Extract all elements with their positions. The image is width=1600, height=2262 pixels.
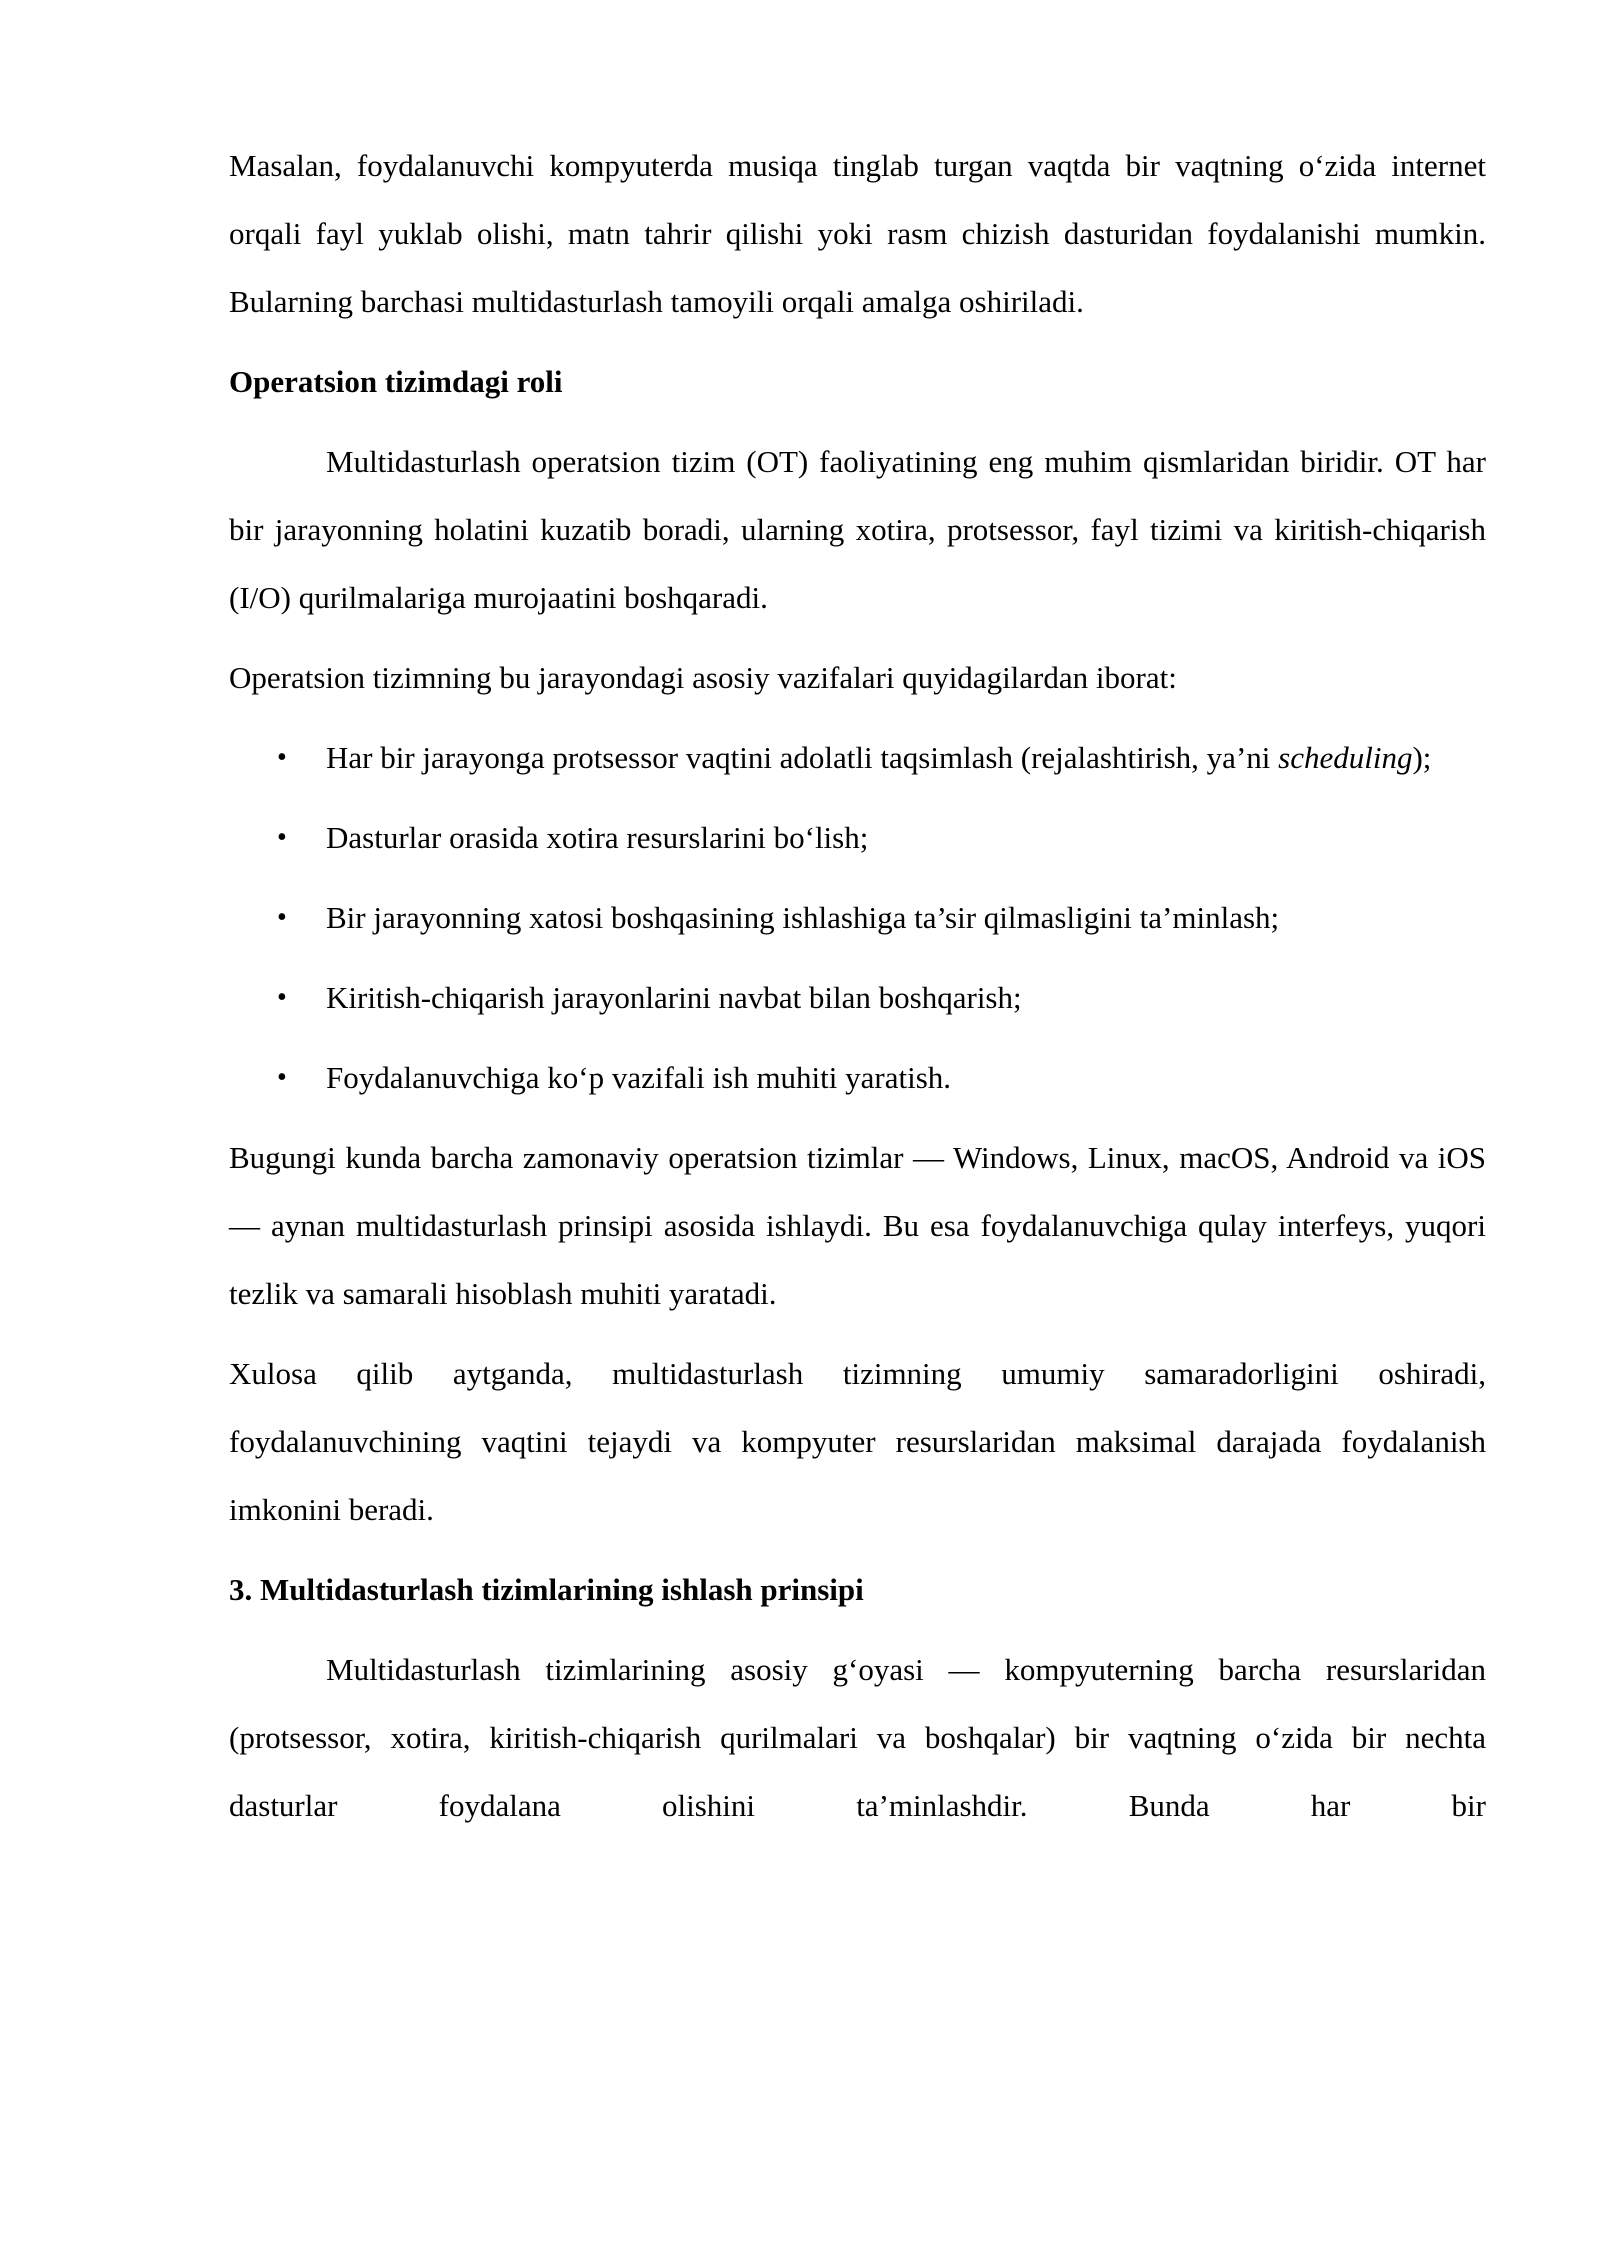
bullet-icon: •	[277, 1062, 287, 1093]
bullet-text-italic: scheduling	[1278, 740, 1413, 775]
paragraph-modern-os: Bugungi kunda barcha zamonaviy operatsion tizimlar — Windows, Linux, macOS, Android va iOS — aynan multidasturlash prinsipi asosida ishlaydi. Bu esa foydalanuvchiga qulay interfeys, yuqori tezlik va samarali hisoblash muhiti yaratadi.	[229, 1140, 1486, 1311]
bullet-text: );	[1412, 740, 1432, 775]
bullet-text: Har bir jarayonga protsessor vaqtini adolatli taqsimlash (rejalashtirish, ya’ni	[326, 740, 1279, 775]
section-heading-role: Operatsion tizimdagi roli	[229, 364, 563, 399]
bullet-text: Bir jarayonning xatosi boshqasining ishlashiga ta’sir qilmasligini ta’minlash;	[326, 900, 1280, 935]
bullet-icon: •	[277, 742, 287, 773]
bullet-item	[229, 964, 1486, 1032]
bullet-icon: •	[277, 902, 287, 933]
bullet-text: Dasturlar orasida xotira resurslarini bo‘lish;	[326, 820, 869, 855]
paragraph-conclusion: Xulosa qilib aytganda, multidasturlash tizimning umumiy samaradorligini oshiradi, foydalanuvchining vaqtini tejaydi va kompyuter resurslaridan maksimal darajada foydalanish imkonini beradi.	[229, 1356, 1486, 1527]
bullet-icon: •	[277, 982, 287, 1013]
paragraph-role-intro: Multidasturlash operatsion tizim (OT) faoliyatining eng muhim qismlaridan biridir. OT har bir jarayonning holatini kuzatib boradi, ularning xotira, protsessor, fayl tizimi va kiritish-chiqarish (I/O) qurilmalariga murojaatini boshqaradi.	[229, 444, 1486, 615]
bullet-item	[229, 884, 1486, 952]
bullet-list	[229, 724, 1486, 1112]
paragraph-tasks-intro: Operatsion tizimning bu jarayondagi asosiy vazifalari quyidagilardan iborat:	[229, 660, 1177, 695]
bullet-icon: •	[277, 822, 287, 853]
bullet-item	[229, 724, 1486, 792]
section-heading-principle: 3. Multidasturlash tizimlarining ishlash prinsipi	[229, 1572, 864, 1607]
paragraph-example: Masalan, foydalanuvchi kompyuterda musiqa tinglab turgan vaqtda bir vaqtning o‘zida internet orqali fayl yuklab olishi, matn tahrir qilishi yoki rasm chizish dasturidan foydalanishi mumkin. Bularning barchasi multidasturlash tamoyili orqali amalga oshiriladi.	[229, 148, 1486, 319]
bullet-item	[229, 804, 1486, 872]
bullet-text: Foydalanuvchiga ko‘p vazifali ish muhiti yaratish.	[326, 1060, 952, 1095]
bullet-text: Kiritish-chiqarish jarayonlarini navbat bilan boshqarish;	[326, 980, 1022, 1015]
paragraph-principle-intro: Multidasturlash tizimlarining asosiy g‘oyasi — kompyuterning barcha resurslaridan (protsessor, xotira, kiritish-chiqarish qurilmalari va boshqalar) bir vaqtning o‘zida bir nechta dasturlar foydalana olishini ta’minlashdir. Bunda har bir	[229, 1652, 1486, 1823]
bullet-item	[229, 1044, 1486, 1112]
